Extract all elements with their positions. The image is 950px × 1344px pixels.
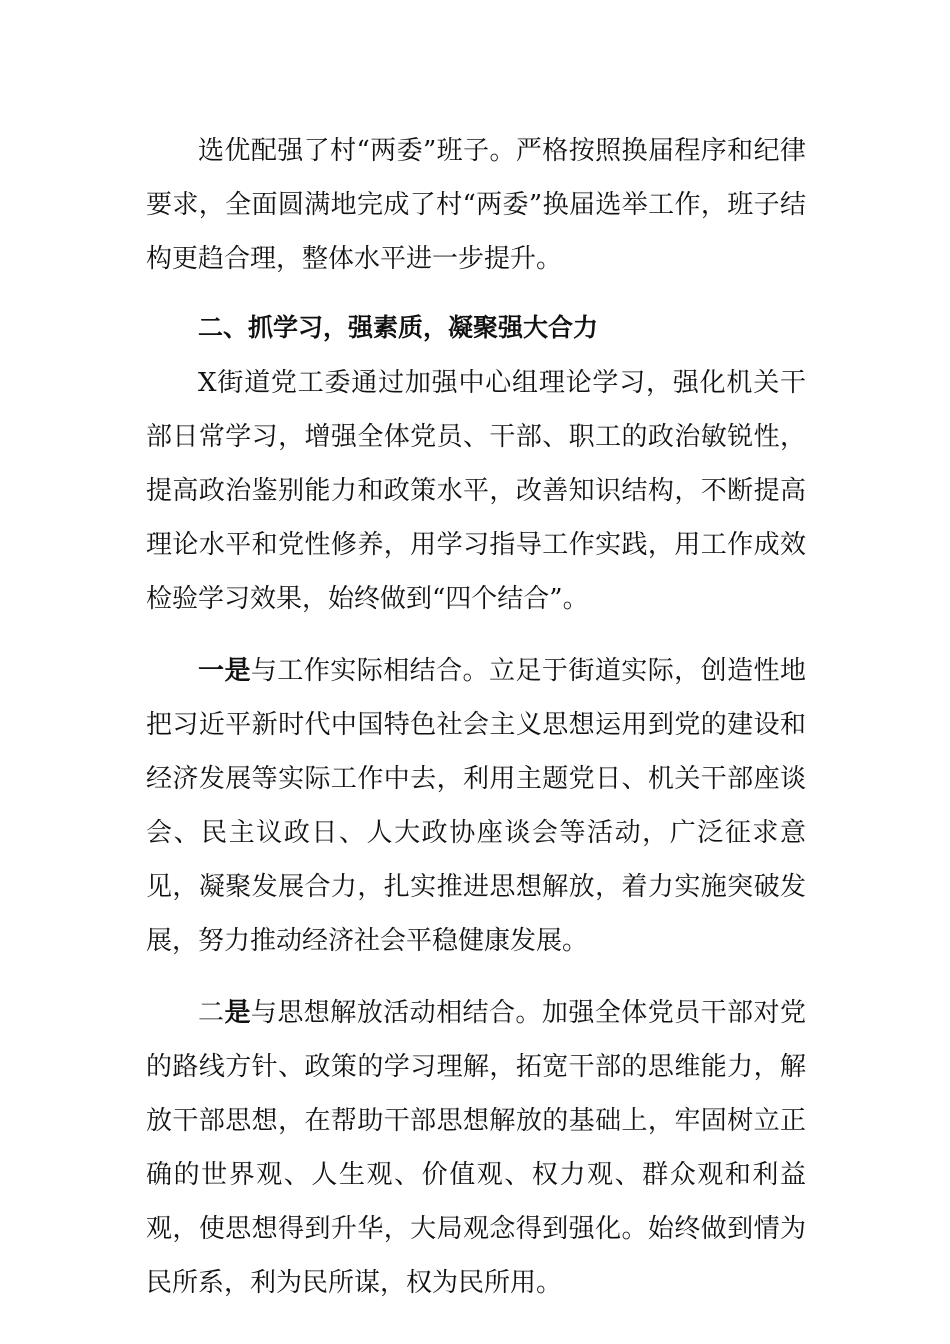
item-1-lead: 一是 xyxy=(198,656,251,686)
item-2-paragraph xyxy=(146,986,806,1310)
item-1-paragraph xyxy=(146,644,806,968)
paragraph-1: 选优配强了村“两委”班子。严格按照换届程序和纪律要求，全面圆满地完成了村“两委”换届选举工作，班子结构更趋合理，整体水平进一步提升。 xyxy=(146,136,806,274)
item-2-text: 与思想解放活动相结合。加强全体党员干部对党的路线方针、政策的学习理解，拓宽干部的思维能力，解放干部思想，在帮助干部思想解放的基础上，牢固树立正确的世界观、人生观、价值观、权力观、群众观和利益观，使思想得到升华，大局观念得到强化。始终做到情为民所系，利为民所谋，权为民所用。 xyxy=(146,998,806,1298)
item-2-lead-prefix: 二 xyxy=(198,998,225,1028)
document-body xyxy=(146,124,806,1310)
item-2-lead-bold: 是 xyxy=(224,998,251,1028)
item-1-text: 与工作实际相结合。立足于街道实际，创造性地把习近平新时代中国特色社会主义思想运用到党的建设和经济发展等实际工作中去，利用主题党日、机关干部座谈会、民主议政日、人大政协座谈会等活动，广泛征求意见，凝聚发展合力，扎实推进思想解放，着力实施突破发展，努力推动经济社会平稳健康发展。 xyxy=(146,656,806,956)
section-heading-2: 二、抓学习，强素质，凝聚强大合力 xyxy=(198,313,599,342)
paragraph-2: X街道党工委通过加强中心组理论学习，强化机关干部日常学习，增强全体党员、干部、职工的政治敏锐性，提高政治鉴别能力和政策水平，改善知识结构，不断提高理论水平和党性修养，用学习指导工作实践，用工作成效检验学习效果，始终做到“四个结合”。 xyxy=(146,368,806,614)
